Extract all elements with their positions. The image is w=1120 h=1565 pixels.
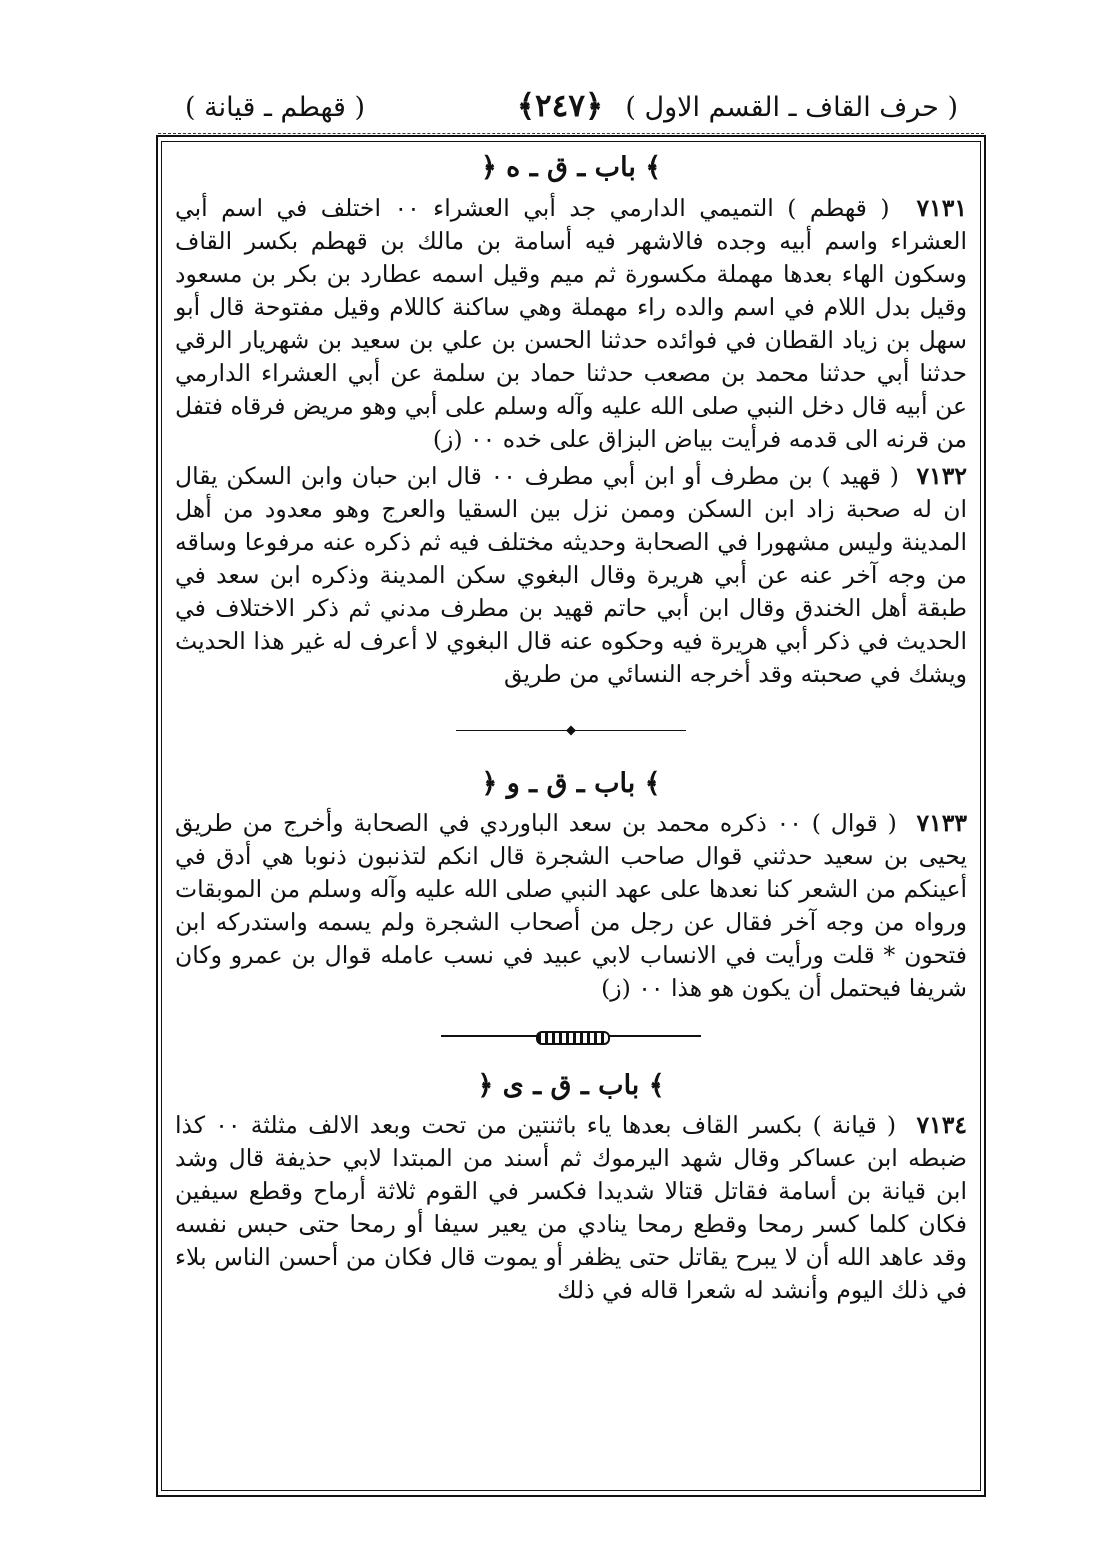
divider-diamond — [566, 725, 576, 735]
entry-7132 — [175, 460, 967, 691]
entry-text: ( قهطم ) التميمي الدارمي جد أبي العشراء ٠٠ اختلف في اسم أبي العشراء واسم أبيه وجده فالاشهر فيه أسامة بن مالك بن قهطم بكسر القاف وسكون الهاء بعدها مهملة مكسورة ثم ميم وقيل اسمه عطارد بن بكر بن مسعود وقيل بدل اللام في اسم والده راء مهملة وهي ساكنة كاللام وقيل مفتوحة قال أبو سهل بن زياد القطان في فوائده حدثنا الحسن بن علي بن سعيد بن شهريار الرقي حدثنا أبي حدثنا محمد بن مصعب حدثنا حماد بن سلمة عن أبي العشراء الدارمي عن أبيه قال دخل النبي صلى الله عليه وآله وسلم على أبي وهو مريض فرقاه فتفل من قرنه الى قدمه فرأيت بياض البزاق على خده ٠٠ (ز) — [175, 194, 967, 453]
entry-number: ٧١٣٤ — [916, 1111, 967, 1139]
divider-ornament — [441, 1035, 701, 1037]
entry-number: ٧١٣٢ — [916, 462, 967, 490]
entry-7131 — [175, 192, 967, 456]
section-divider — [175, 713, 967, 747]
entry-number: ٧١٣١ — [916, 194, 967, 222]
entry-7133 — [175, 807, 967, 1005]
section-heading-qaf-ha: ﴾ باب ـ ق ـ ه ﴿ — [480, 152, 662, 183]
section-heading-qaf-ya: ﴾ باب ـ ق ـ ى ﴿ — [477, 1070, 665, 1101]
entry-text: ( قوال ) ٠٠ ذكره محمد بن سعد الباوردي في الصحابة وأخرج من طريق يحيى بن سعيد حدثني قوال صاحب الشجرة قال انكم لتذنبون ذنوبا هي أدق في أعينكم من الشعر كنا نعدها على عهد النبي صلى الله عليه وآله وسلم من الموبقات ورواه من وجه آخر فقال عن رجل من أصحاب الشجرة ولم يسمه واستدركه ابن فتحون * قلت ورأيت في الانساب لابي عبيد في نسب عامله قوال بن عمرو وكان شريفا فيحتمل أن يكون هو هذا ٠٠ (ز) — [175, 809, 967, 1002]
entry-text: ( قيانة ) بكسر القاف بعدها ياء باثنتين من تحت وبعد الالف مثلثة ٠٠ كذا ضبطه ابن عساكر وقال شهد اليرموك ثم أسند من المبتدا لابي حذيفة قال وشد ابن قيانة بن أسامة فقاتل قتالا شديدا فكسر في القوم ثلاثة أرماح وقطع سيفين فكان كلما كسر رمحا وقطع رمحا ينادي من يعير سيفا أو رمحا حتى حبس نفسه وقد عاهد الله أن لا يبرح يقاتل حتى يظفر أو يموت قال فكان من أحسن الناس بلاء في ذلك اليوم وأنشد له شعرا قاله في ذلك — [175, 1111, 967, 1304]
page-content — [175, 148, 967, 1307]
chapter-title: ( حرف القاف ـ القسم الاول ) — [625, 92, 958, 123]
divider-line — [456, 730, 686, 731]
entry-range: ( قهطم ـ قيانة ) — [185, 92, 366, 123]
entry-paragraph — [175, 192, 967, 456]
section-divider-ornate — [175, 1019, 967, 1053]
running-head — [150, 86, 970, 134]
entry-number: ٧١٣٣ — [916, 809, 967, 837]
entry-paragraph — [175, 807, 967, 1005]
entry-paragraph — [175, 1109, 967, 1307]
entry-paragraph — [175, 460, 967, 691]
section-heading-qaf-waw: ﴾ باب ـ ق ـ و ﴿ — [481, 768, 661, 799]
page-number: ﴾٢٤٧﴿ — [516, 88, 604, 124]
entry-7134 — [175, 1109, 967, 1307]
entry-text: ( قهيد ) بن مطرف أو ابن أبي مطرف ٠٠ قال ابن حبان وابن السكن يقال ان له صحبة زاد ابن السكن وممن نزل بين السقيا والعرج وهو معدود من أهل المدينة وليس مشهورا في الصحابة وحديثه مختلف فيه ثم ذكره عنه مرفوعا وساقه من وجه آخر عنه عن أبي هريرة وقال البغوي سكن المدينة وذكره ابن سعد في طبقة أهل الخندق وقال ابن أبي حاتم قهيد بن مطرف مدني ثم ذكر الاختلاف في الحديث في ذكر أبي هريرة فيه وحكوه عنه قال البغوي لا أعرف له غير هذا الحديث ويشك في صحبته وقد أخرجه النسائي من طريق — [175, 462, 967, 688]
